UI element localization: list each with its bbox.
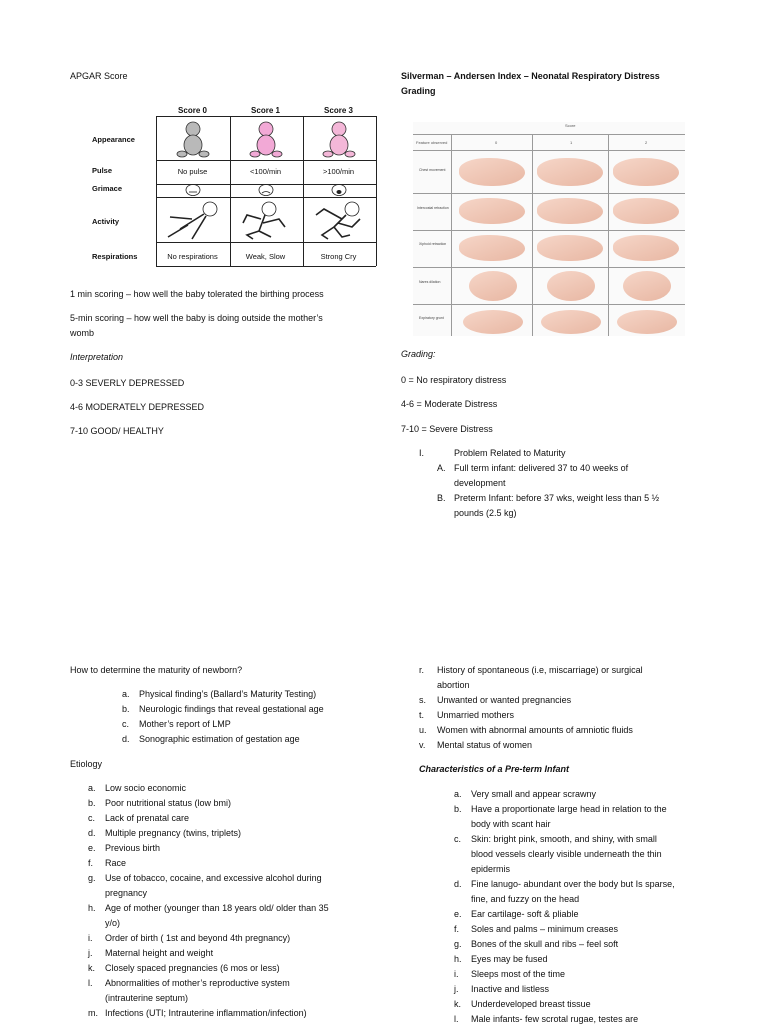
grade-0: 0 = No respiratory distress: [401, 375, 507, 385]
list-marker: i.: [454, 969, 459, 979]
apgar-row-grimace: Grimace: [92, 184, 123, 193]
baby-face-photo: [469, 271, 517, 301]
apgar-row-respirations: Respirations: [92, 252, 138, 261]
baby-face-photo: [623, 271, 671, 301]
interp-4-6: 4-6 MODERATELY DEPRESSED: [70, 402, 205, 412]
baby-photo: [613, 158, 679, 186]
list-item: body with scant hair: [471, 819, 551, 829]
list-item: Have a proportionate large head in relation to the: [471, 804, 667, 814]
apgar-resp-1: Weak, Slow: [245, 252, 286, 261]
list-marker: a.: [122, 689, 130, 699]
baby-face-photo: [463, 310, 523, 334]
list-item: fine, and fuzzy on the head: [471, 894, 580, 904]
list-marker: e.: [454, 909, 462, 919]
list-item: Race: [105, 858, 127, 868]
scoring-5min-line1: 5-min scoring – how well the baby is doing outside the mother’s: [70, 313, 323, 323]
grade-7-10: 7-10 = Severe Distress: [401, 424, 493, 434]
list-marker: a.: [88, 783, 96, 793]
list-item: Male infants- few scrotal rugae, testes are: [471, 1014, 639, 1024]
baby-limp-icon: [162, 199, 224, 241]
list-item: Mother’s report of LMP: [139, 719, 231, 729]
list-marker: A.: [437, 463, 446, 473]
list-item: Skin: bright pink, smooth, and shiny, with small: [471, 834, 657, 844]
list-item: Very small and appear scrawny: [471, 789, 597, 799]
list-item: epidermis: [471, 864, 511, 874]
list-item: Inactive and listless: [471, 984, 550, 994]
list-marker: v.: [419, 740, 426, 750]
list-marker: k.: [454, 999, 462, 1009]
baby-photo: [537, 198, 603, 224]
list-marker: d.: [122, 734, 130, 744]
apgar-title: APGAR Score: [70, 71, 128, 81]
baby-photo: [459, 198, 525, 224]
list-marker: b.: [454, 804, 462, 814]
list-marker: f.: [454, 924, 460, 934]
list-marker: b.: [122, 704, 130, 714]
list-item: Order of birth ( 1st and beyond 4th pregnancy): [105, 933, 291, 943]
list-item: Underdeveloped breast tissue: [471, 999, 591, 1009]
list-item: Use of tobacco, cocaine, and excessive alcohol during: [105, 873, 322, 883]
list-item: Multiple pregnancy (twins, triplets): [105, 828, 242, 838]
apgar-header-1: Score 1: [251, 106, 280, 115]
baby-photo: [613, 235, 679, 261]
list-item: History of spontaneous (i.e, miscarriage) or surgical: [437, 665, 643, 675]
silverman-row-grunt: Expiratory grunt: [419, 316, 444, 320]
baby-face-photo: [617, 310, 677, 334]
list-item: blood vessels clearly visible underneath the thin: [471, 849, 662, 859]
list-marker: i.: [88, 933, 93, 943]
face-neutral-icon: [184, 183, 202, 197]
list-marker: B.: [437, 493, 446, 503]
list-marker: h.: [454, 954, 462, 964]
apgar-resp-0: No respirations: [167, 252, 218, 261]
list-item: Bones of the skull and ribs – feel soft: [471, 939, 619, 949]
list-marker: g.: [88, 873, 96, 883]
list-item: Preterm Infant: before 37 wks, weight less than 5 ½: [454, 493, 660, 503]
baby-active-icon: [308, 199, 370, 241]
apgar-pulse-0: No pulse: [177, 167, 208, 176]
list-marker: j.: [88, 948, 93, 958]
list-marker: h.: [88, 903, 96, 913]
problem-title: Problem Related to Maturity: [454, 448, 566, 458]
baby-pink-healthy-icon: [322, 120, 356, 160]
list-marker: e.: [88, 843, 96, 853]
list-item: development: [454, 478, 506, 488]
list-item: Full term infant: delivered 37 to 40 weeks of: [454, 463, 629, 473]
silverman-score-2: 2: [645, 140, 648, 145]
baby-pink-icon: [249, 120, 283, 160]
list-item: Previous birth: [105, 843, 161, 853]
silverman-row-nares: Nares dilation: [419, 280, 441, 284]
baby-some-flexion-icon: [235, 199, 297, 241]
list-item: Mental status of women: [437, 740, 533, 750]
silverman-feature-label: Feature observed: [416, 140, 448, 145]
list-item: Closely spaced pregnancies (6 mos or less): [105, 963, 280, 973]
silverman-row-xiphoid: Xiphoid retraction: [419, 242, 447, 246]
roman-marker: I.: [419, 448, 425, 458]
list-marker: a.: [454, 789, 462, 799]
list-item: pregnancy: [105, 888, 148, 898]
silverman-title-line2: Grading: [401, 86, 436, 96]
list-item: Unwanted or wanted pregnancies: [437, 695, 572, 705]
list-marker: l.: [88, 978, 93, 988]
baby-photo: [537, 235, 603, 261]
list-item: Women with abnormal amounts of amniotic fluids: [437, 725, 633, 735]
list-item: Sleeps most of the time: [471, 969, 566, 979]
baby-photo: [613, 198, 679, 224]
list-marker: j.: [454, 984, 459, 994]
interp-0-3: 0-3 SEVERLY DEPRESSED: [70, 378, 185, 388]
apgar-header-0: Score 0: [178, 106, 207, 115]
baby-face-photo: [547, 271, 595, 301]
list-item: Unmarried mothers: [437, 710, 515, 720]
list-item: Maternal height and weight: [105, 948, 214, 958]
silverman-score-0: 0: [495, 140, 498, 145]
list-item: Fine lanugo- abundant over the body but Is sparse,: [471, 879, 675, 889]
silverman-score-1: 1: [570, 140, 573, 145]
list-marker: c.: [454, 834, 462, 844]
baby-photo: [459, 235, 525, 261]
list-marker: m.: [88, 1008, 98, 1018]
silverman-score-label: Score: [565, 123, 576, 128]
list-marker: l.: [454, 1014, 459, 1024]
apgar-pulse-2: >100/min: [322, 167, 355, 176]
list-marker: k.: [88, 963, 96, 973]
baby-gray-icon: [176, 120, 210, 160]
silverman-figure: [413, 122, 685, 336]
list-item: Eyes may be fused: [471, 954, 548, 964]
list-marker: t.: [419, 710, 425, 720]
grade-4-6: 4-6 = Moderate Distress: [401, 399, 498, 409]
list-marker: u.: [419, 725, 427, 735]
scoring-5min-line2: womb: [70, 328, 95, 338]
list-marker: r.: [419, 665, 425, 675]
maturity-question: How to determine the maturity of newborn?: [70, 665, 243, 675]
list-item: Abnormalities of mother’s reproductive system: [105, 978, 290, 988]
interpretation-heading: Interpretation: [70, 352, 124, 362]
list-marker: s.: [419, 695, 427, 705]
list-marker: b.: [88, 798, 96, 808]
list-item: Neurologic findings that reveal gestational age: [139, 704, 324, 714]
baby-photo: [459, 158, 525, 186]
list-marker: f.: [88, 858, 94, 868]
list-item: Low socio economic: [105, 783, 187, 793]
list-item: Age of mother (younger than 18 years old/ older than 35: [105, 903, 329, 913]
silverman-row-chest: Chest movement: [419, 168, 446, 172]
apgar-pulse-1: <100/min: [249, 167, 282, 176]
list-item: Soles and palms – minimum creases: [471, 924, 619, 934]
apgar-row-pulse: Pulse: [92, 166, 113, 175]
list-marker: d.: [88, 828, 96, 838]
scoring-1min: 1 min scoring – how well the baby tolerated the birthing process: [70, 289, 324, 299]
silverman-row-intercostal: Intercostal retraction: [417, 206, 449, 210]
list-item: pounds (2.5 kg): [454, 508, 517, 518]
list-marker: g.: [454, 939, 462, 949]
list-marker: d.: [454, 879, 462, 889]
list-item: y/o): [105, 918, 121, 928]
grading-heading: Grading:: [401, 349, 436, 359]
apgar-row-activity: Activity: [92, 217, 120, 226]
apgar-header-2: Score 3: [324, 106, 353, 115]
list-marker: c.: [88, 813, 96, 823]
face-grimace-icon: [257, 183, 275, 197]
list-item: Lack of prenatal care: [105, 813, 190, 823]
face-crying-icon: [330, 183, 348, 197]
list-item: abortion: [437, 680, 470, 690]
interp-7-10: 7-10 GOOD/ HEALTHY: [70, 426, 164, 436]
apgar-row-appearance: Appearance: [92, 135, 135, 144]
preterm-heading: Characteristics of a Pre-term Infant: [419, 764, 570, 774]
apgar-figure: [92, 104, 376, 266]
list-item: Physical finding’s (Ballard’s Maturity Testing): [139, 689, 317, 699]
baby-photo: [537, 158, 603, 186]
list-item: (intrauterine septum): [105, 993, 189, 1003]
list-item: Poor nutritional status (low bmi): [105, 798, 232, 808]
baby-face-photo: [541, 310, 601, 334]
apgar-resp-2: Strong Cry: [320, 252, 357, 261]
list-item: Sonographic estimation of gestation age: [139, 734, 300, 744]
list-item: Infections (UTI; Intrauterine inflammation/infection): [105, 1008, 307, 1018]
list-item: Ear cartilage- soft & pliable: [471, 909, 579, 919]
silverman-title-line1: Silverman – Andersen Index – Neonatal Respiratory Distress: [401, 71, 660, 81]
etiology-heading: Etiology: [70, 759, 103, 769]
list-marker: c.: [122, 719, 130, 729]
